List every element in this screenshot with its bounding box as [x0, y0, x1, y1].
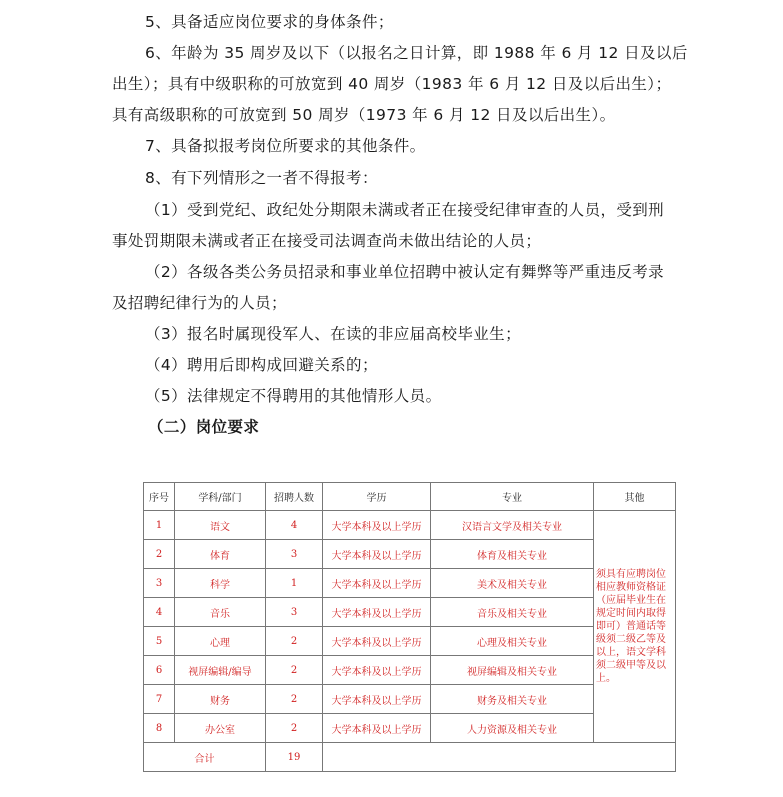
- sub-item-1-line2: 事处罚期限未满或者正在接受司法调查尚未做出结论的人员；: [112, 232, 542, 250]
- cell-index: 8: [144, 714, 175, 743]
- cell-headcount: 4: [266, 511, 323, 540]
- cell-index: 5: [144, 627, 175, 656]
- table-header-row: [144, 483, 676, 511]
- cell-headcount: 2: [266, 714, 323, 743]
- sub-item-3: （3）报名时属现役军人、在读的非应届高校毕业生；: [145, 325, 521, 343]
- cell-index: 7: [144, 685, 175, 714]
- cell-headcount: 1: [266, 569, 323, 598]
- position-requirements-table: [143, 482, 676, 772]
- sub-item-5: （5）法律规定不得聘用的其他情形人员。: [145, 387, 442, 405]
- paragraph-item-5: 5、具备适应岗位要求的身体条件；: [145, 13, 394, 31]
- cell-subject: 体育: [175, 540, 266, 569]
- cell-subject: 心理: [175, 627, 266, 656]
- cell-headcount: 3: [266, 540, 323, 569]
- cell-education: 大学本科及以上学历: [323, 656, 431, 685]
- cell-headcount: 2: [266, 685, 323, 714]
- header-subject: 学科/部门: [175, 483, 266, 511]
- table-total-row: [144, 743, 676, 772]
- section-heading: （二）岗位要求: [148, 418, 260, 436]
- cell-subject: 视屏编辑/编导: [175, 656, 266, 685]
- cell-major: 音乐及相关专业: [431, 598, 594, 627]
- cell-major: 财务及相关专业: [431, 685, 594, 714]
- sub-item-4: （4）聘用后即构成回避关系的；: [145, 356, 378, 374]
- cell-headcount: 2: [266, 627, 323, 656]
- paragraph-item-8: 8、有下列情形之一者不得报考：: [145, 169, 378, 187]
- header-other: 其他: [594, 483, 676, 511]
- cell-subject: 办公室: [175, 714, 266, 743]
- header-headcount: 招聘人数: [266, 483, 323, 511]
- cell-education: 大学本科及以上学历: [323, 540, 431, 569]
- header-index: 序号: [144, 483, 175, 511]
- total-value: 19: [266, 743, 323, 772]
- sub-item-1-line1: （1）受到党纪、政纪处分期限未满或者正在接受纪律审查的人员，受到刑: [145, 201, 665, 219]
- cell-index: 1: [144, 511, 175, 540]
- cell-education: 大学本科及以上学历: [323, 685, 431, 714]
- paragraph-item-6-line2: 出生）；具有中级职称的可放宽到 40 周岁（1983 年 6 月 12 日及以后出生）；: [112, 75, 672, 93]
- total-label: 合计: [144, 743, 266, 772]
- table-row: [144, 511, 676, 540]
- cell-index: 6: [144, 656, 175, 685]
- paragraph-item-6-line1: 6、年龄为 35 周岁及以下（以报名之日计算，即 1988 年 6 月 12 日及以后: [145, 44, 688, 62]
- cell-index: 3: [144, 569, 175, 598]
- cell-headcount: 3: [266, 598, 323, 627]
- cell-education: 大学本科及以上学历: [323, 714, 431, 743]
- cell-education: 大学本科及以上学历: [323, 511, 431, 540]
- cell-education: 大学本科及以上学历: [323, 569, 431, 598]
- header-education: 学历: [323, 483, 431, 511]
- cell-subject: 科学: [175, 569, 266, 598]
- cell-major: 心理及相关专业: [431, 627, 594, 656]
- cell-index: 2: [144, 540, 175, 569]
- cell-major: 人力资源及相关专业: [431, 714, 594, 743]
- sub-item-2-line2: 及招聘纪律行为的人员；: [112, 294, 287, 312]
- cell-subject: 语文: [175, 511, 266, 540]
- cell-index: 4: [144, 598, 175, 627]
- cell-major: 视屏编辑及相关专业: [431, 656, 594, 685]
- cell-subject: 财务: [175, 685, 266, 714]
- header-major: 专业: [431, 483, 594, 511]
- cell-education: 大学本科及以上学历: [323, 627, 431, 656]
- total-blank-cell: [323, 743, 676, 772]
- cell-headcount: 2: [266, 656, 323, 685]
- cell-major: 美术及相关专业: [431, 569, 594, 598]
- cell-major: 体育及相关专业: [431, 540, 594, 569]
- paragraph-item-6-line3: 具有高级职称的可放宽到 50 周岁（1973 年 6 月 12 日及以后出生）。: [112, 106, 616, 124]
- cell-subject: 音乐: [175, 598, 266, 627]
- paragraph-item-7: 7、具备拟报考岗位所要求的其他条件。: [145, 137, 426, 155]
- cell-other-note: 须具有应聘岗位相应教师资格证（应届毕业生在规定时间内取得即可）普通话等级须二级乙等及以上，语文学科须二级甲等及以上。: [594, 511, 676, 743]
- sub-item-2-line1: （2）各级各类公务员招录和事业单位招聘中被认定有舞弊等严重违反考录: [145, 263, 665, 281]
- cell-major: 汉语言文学及相关专业: [431, 511, 594, 540]
- cell-education: 大学本科及以上学历: [323, 598, 431, 627]
